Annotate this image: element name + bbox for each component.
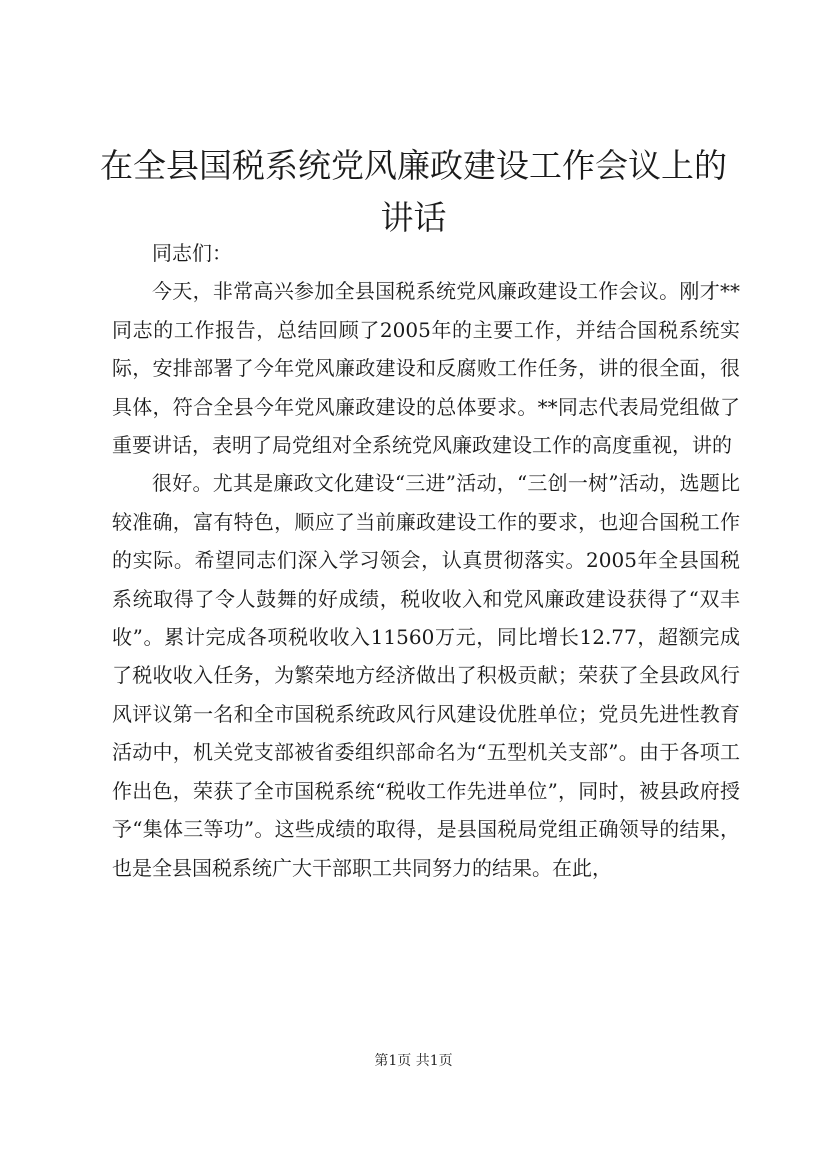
document-body	[112, 234, 740, 887]
document-title: 在全县国税系统党风廉政建设工作会议上的讲话	[100, 146, 727, 237]
salutation: 同志们：	[152, 241, 232, 265]
page-footer: 第1页 共1页	[374, 1053, 453, 1069]
body-paragraph: 今天，非常高兴参加全县国税系统党风廉政建设工作会议。刚才**同志的工作报告，总结回顾了2005年的主要工作，并结合国税系统实际，安排部署了今年党风廉政建设和反腐败工作任务，讲的很全面，很具体，符合全县今年党风廉政建设的总体要求。**同志代表局党组做了重要讲话，表明了局党组对全系统党风廉政建设工作的高度重视，讲的	[112, 279, 740, 458]
body-paragraph: 很好。尤其是廉政文化建设“三进”活动，“三创一树”活动，选题比较准确，富有特色，顺应了当前廉政建设工作的要求，也迎合国税工作的实际。希望同志们深入学习领会，认真贯彻落实。2005年全县国税系统取得了令人鼓舞的好成绩，税收收入和党风廉政建设获得了“双丰收”。累计完成各项税收收入11560万元，同比增长12.77，超额完成了税收收入任务，为繁荣地方经济做出了积极贡献；荣获了全县政风行风评议第一名和全市国税系统政风行风建设优胜单位；党员先进性教育活动中，机关党支部被省委组织部命名为“五型机关支部”。由于各项工作出色，荣获了全市国税系统“税收工作先进单位”，同时，被县政府授予“集体三等功”。这些成绩的取得，是县国税局党组正确领导的结果，也是全县国税系统广大干部职工共同努力的结果。在此，	[112, 471, 740, 880]
